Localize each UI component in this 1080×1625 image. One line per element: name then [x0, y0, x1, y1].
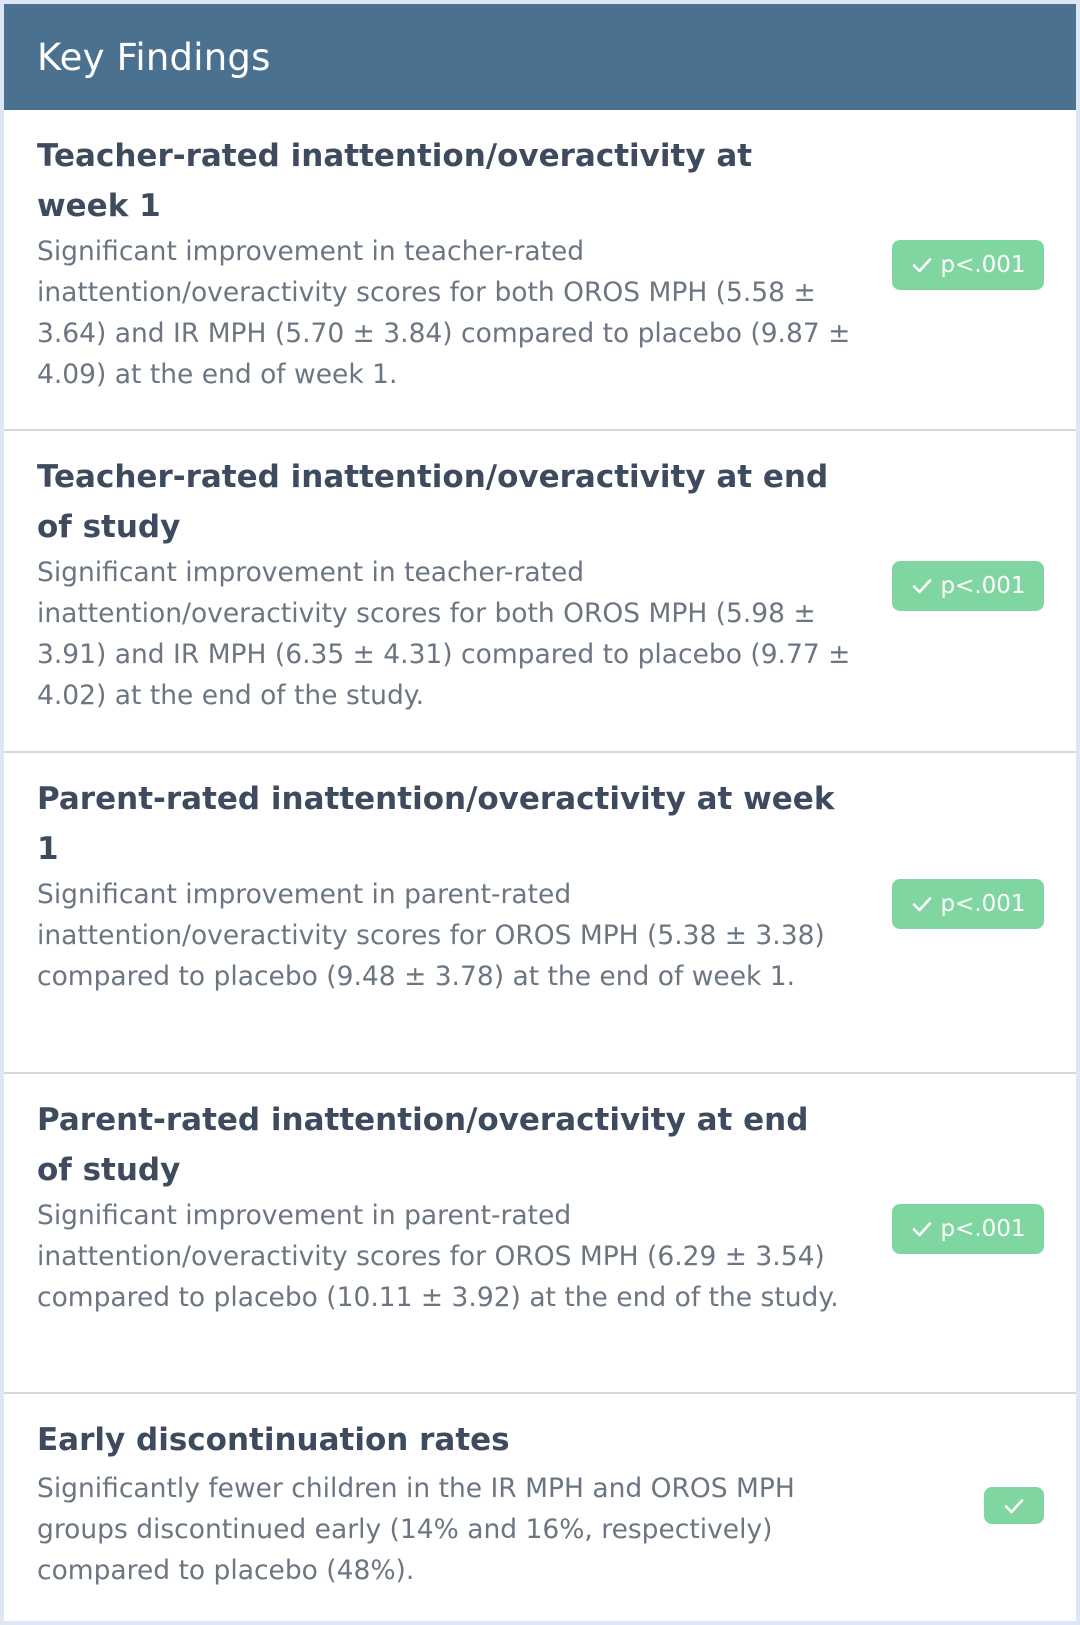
panel-header: [4, 4, 1076, 110]
significance-badge: [984, 1487, 1044, 1524]
finding-title: Early discontinuation rates: [37, 1422, 510, 1458]
badge-label: p<.001: [940, 573, 1026, 599]
significance-badge: [892, 561, 1044, 611]
check-icon: [910, 892, 934, 916]
finding-item: [4, 110, 1076, 431]
panel-title: Key Findings: [37, 35, 271, 79]
finding-item: [4, 1394, 1076, 1621]
check-icon: [910, 253, 934, 277]
check-icon: [1002, 1494, 1026, 1518]
finding-description: Significant improvement in parent-rated inattention/overactivity scores for OROS MPH (6.29 ± 3.54) compared to placebo (10.11 ± 3.92) at the end of the study.: [37, 1200, 839, 1313]
key-findings-panel: [4, 4, 1076, 1621]
finding-item: [4, 431, 1076, 753]
finding-description: Significantly fewer children in the IR MPH and OROS MPH groups discontinued early (14% and 16%, respectively) compared to placebo (48%).: [37, 1473, 795, 1586]
finding-item: [4, 753, 1076, 1074]
finding-title: Teacher-rated inattention/overactivity at week 1: [37, 138, 753, 224]
finding-description: Significant improvement in teacher-rated inattention/overactivity scores for both OROS MPH (5.98 ± 3.91) and IR MPH (6.35 ± 4.31) compared to placebo (9.77 ± 4.02) at the end of the study.: [37, 557, 851, 711]
finding-title: Parent-rated inattention/overactivity at end of study: [37, 1102, 809, 1188]
finding-description: Significant improvement in parent-rated inattention/overactivity scores for OROS MPH (5.38 ± 3.38) compared to placebo (9.48 ± 3.78) at the end of week 1.: [37, 879, 825, 992]
significance-badge: [892, 879, 1044, 929]
significance-badge: [892, 1204, 1044, 1254]
badge-label: p<.001: [940, 252, 1026, 278]
badge-label: p<.001: [940, 1216, 1026, 1242]
finding-title: Teacher-rated inattention/overactivity at end of study: [37, 459, 829, 545]
finding-item: [4, 1074, 1076, 1394]
finding-title: Parent-rated inattention/overactivity at week 1: [37, 781, 835, 867]
finding-description: Significant improvement in teacher-rated inattention/overactivity scores for both OROS MPH (5.58 ± 3.64) and IR MPH (5.70 ± 3.84) compared to placebo (9.87 ± 4.09) at the end of week 1.: [37, 236, 851, 390]
check-icon: [910, 574, 934, 598]
badge-label: p<.001: [940, 891, 1026, 917]
check-icon: [910, 1217, 934, 1241]
significance-badge: [892, 240, 1044, 290]
